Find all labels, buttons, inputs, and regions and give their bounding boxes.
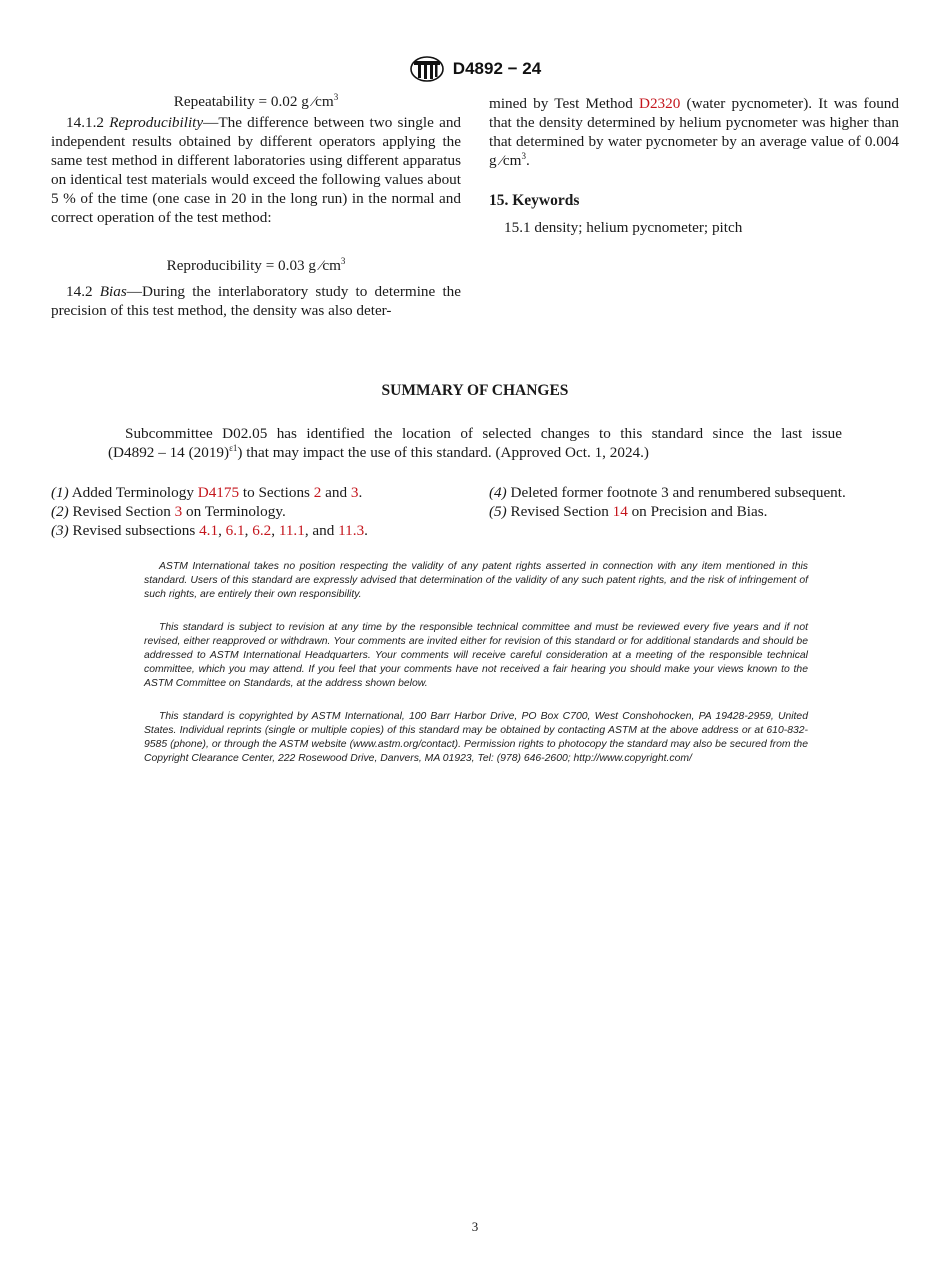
repeatability-equation: Repeatability = 0.02 g $⁄cm^3$ [173, 92, 339, 110]
change-item-5: (5) Revised Section 14 on Precision and Bias. [489, 503, 768, 520]
change-item-4: (4) Deleted former footnote 3 and renumbered subsequent. [489, 484, 846, 501]
section-14-1-2 [51, 113, 461, 227]
link-section-3[interactable]: 3 [174, 503, 183, 520]
summary-intro-line-2: (D4892 – 14 $(2019)^{\varepsilon 1}$) that may impact the use of this standard. (Approved Oct. 1, 2024.) [108, 443, 649, 461]
link-section-2[interactable]: 2 [313, 484, 322, 501]
link-d2320[interactable]: D2320 [639, 95, 681, 112]
summary-heading: SUMMARY OF CHANGES [381, 382, 569, 399]
link-subsection-11-3[interactable]: 11.3 [338, 522, 365, 539]
legal-patent-notice: ASTM International takes no position respecting the validity of any patent rights asserted in connection with any item mentioned in this standard. Users of this standard are expressly advised that determination of the validity of any such patent rights, and the risk of infringement of such rights, are entirely their own responsibility. [144, 561, 808, 600]
section-text: —During the interlaboratory study to determine the precision of this test method, the density was also deter- [51, 283, 461, 319]
bias-continuation: mined by Test Method D2320 (water pycnometer). It was found that the density determined by helium pycnometer was higher than that determined by water pycnometer by an average value of 0.004 g $⁄cm^3$. [489, 95, 899, 169]
link-section-14[interactable]: 14 [612, 503, 628, 520]
legal-revision-notice: This standard is subject to revision at any time by the responsible technical committee and must be reviewed every five years and if not revised, either reapproved or withdrawn. Your comments are invited either for revision of this standard or for additional standards and should be addressed to ASTM International Headquarters. Your comments will receive careful consideration at a meeting of the responsible technical committee, which you may attend. If you feel that your comments have not received a fair hearing you should make your views known to the ASTM Committee on Standards, at the address shown below. [144, 622, 808, 689]
change-item-3: (3) Revised subsections 4.1, 6.1, 6.2, 11.1, and 11.3. [51, 522, 368, 539]
change-item-1: (1) Added Terminology D4175 to Sections 2 and 3. [51, 484, 363, 501]
section-term: Bias [99, 283, 127, 300]
section-text: —The difference between two single and independent results obtained by different operators applying the same test method in different laboratories using different apparatus on identical test materials would exceed the following values about 5 % of the time (one case in 20 in the long run) in the normal and correct operation of the test method: [51, 114, 462, 226]
link-subsection-4-1[interactable]: 4.1 [199, 522, 219, 539]
link-section-3[interactable]: 3 [350, 484, 359, 501]
link-subsection-11-1[interactable]: 11.1 [278, 522, 305, 539]
page-header [0, 56, 950, 82]
keywords-heading: 15. Keywords [489, 192, 580, 209]
changes-left-list [51, 483, 471, 540]
link-subsection-6-1[interactable]: 6.1 [225, 522, 245, 539]
section-number: 14.2 [66, 283, 93, 300]
change-item-2: (2) Revised Section 3 on Terminology. [51, 503, 286, 520]
summary-intro [108, 424, 842, 462]
link-d4175[interactable]: D4175 [197, 484, 240, 501]
page-number: 3 [471, 1219, 479, 1234]
legal-copyright-notice: This standard is copyrighted by ASTM International, 100 Barr Harbor Drive, PO Box C700, West Conshohocken, PA 19428-2959, United States. Individual reprints (single or multiple copies) of this standard may be obtained by contacting ASTM at the above address or at 610-832-9585 (phone), or through the ASTM website (www.astm.org/contact). Permission rights to photocopy the standard may also be secured from the Copyright Clearance Center, 222 Rosewood Drive, Danvers, MA 01923, Tel: (978) 646-2600; http://www.copyright.com/ [144, 711, 808, 764]
astm-logo-icon [409, 56, 445, 82]
section-term: Reproducibility [109, 114, 204, 131]
keywords-text: 15.1 density; helium pycnometer; pitch [504, 219, 743, 236]
reproducibility-equation: Reproducibility = 0.03 g $⁄cm^3$ [166, 256, 346, 274]
section-14-2 [51, 282, 461, 320]
summary-intro-line-1: Subcommittee D02.05 has identified the location of selected changes to this standard since the last issue [125, 425, 842, 442]
section-number: 14.1.2 [66, 114, 104, 131]
changes-right-list [489, 483, 909, 521]
link-subsection-6-2[interactable]: 6.2 [252, 522, 272, 539]
document-designation: D4892 − 24 [452, 59, 542, 78]
